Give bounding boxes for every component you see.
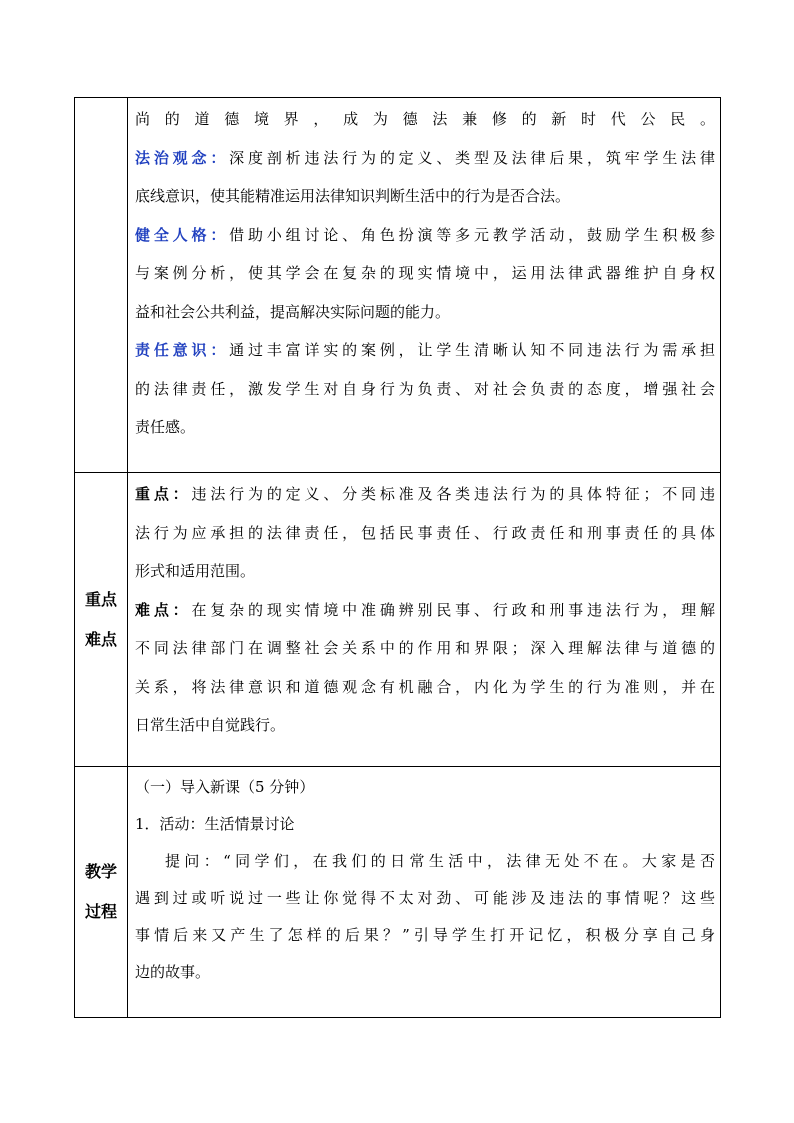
key-point-text: 在复杂的现实情境中准确辨别民事、行政和刑事违法行为，理解 — [191, 600, 715, 619]
key-point-heading: 难点： — [135, 600, 192, 619]
teaching-process-label-cell — [75, 767, 128, 1018]
row-label: 难点 — [84, 629, 117, 649]
objective-heading: 健全人格： — [135, 225, 230, 244]
key-points-content — [128, 473, 721, 767]
text-line: 与案例分析，使其学会在复杂的现实情境中，运用法律武器维护自身权 — [135, 264, 715, 282]
text-line: 形式和适用范围。 — [135, 562, 256, 580]
objective-heading: 法治观念： — [135, 148, 230, 167]
objective-text: 通过丰富详实的案例，让学生清晰认知不同违法行为需承担 — [229, 341, 715, 359]
objective-rule-of-law — [135, 139, 715, 178]
objective-text: 深度剖析违法行为的定义、类型及法律后果，筑牢学生法律 — [229, 148, 715, 167]
activity-heading: 1．活动：生活情景讨论 — [135, 815, 295, 833]
text-line: 底线意识，使其能精准运用法律知识判断生活中的行为是否合法。 — [135, 187, 571, 205]
section-heading: （一）导入新课（5 分钟） — [135, 778, 315, 796]
objective-text: 借助小组讨论、角色扮演等多元教学活动，鼓励学生积极参 — [229, 225, 715, 244]
row-label: 重点 — [84, 589, 117, 609]
row-label: 过程 — [84, 902, 117, 921]
text-line: 事情后来又产生了怎样的后果？”引导学生打开记忆，积极分享自己身 — [135, 926, 715, 944]
key-points-row — [75, 473, 721, 767]
objective-responsibility — [135, 331, 715, 370]
objectives-content — [128, 98, 721, 473]
text-line: 法行为应承担的法律责任，包括民事责任、行政责任和刑事责任的具体 — [135, 523, 715, 542]
text-line: 责任感。 — [135, 418, 196, 436]
text-line: 遇到过或听说过一些让你觉得不太对劲、可能涉及违法的事情呢？这些 — [135, 889, 715, 907]
teaching-process-row — [75, 767, 721, 1018]
text-line: 提问：“同学们，在我们的日常生活中，法律无处不在。大家是否 — [165, 852, 715, 870]
objectives-row — [75, 98, 721, 473]
text-line: 日常生活中自觉践行。 — [135, 716, 286, 734]
objective-personality — [135, 216, 715, 255]
key-point-heading: 重点： — [135, 485, 192, 503]
key-point-difficulty — [135, 591, 715, 630]
objective-heading: 责任意识： — [135, 341, 230, 359]
objectives-label-cell — [75, 98, 128, 473]
row-label: 教学 — [84, 862, 117, 881]
lesson-plan-table — [74, 97, 721, 1018]
text-line: 的法律责任，激发学生对自身行为负责、对社会负责的态度，增强社会 — [135, 379, 715, 398]
key-points-label-cell — [75, 473, 128, 767]
key-point-focus — [135, 475, 715, 514]
teaching-process-content — [128, 767, 721, 1018]
text-line: 益和社会公共利益，提高解决实际问题的能力。 — [135, 302, 451, 321]
text-line: 尚的道德境界，成为德法兼修的新时代公民。 — [135, 110, 715, 128]
text-line: 不同法律部门在调整社会关系中的作用和界限；深入理解法律与道德的 — [135, 639, 715, 657]
text-line: 边的故事。 — [135, 963, 211, 981]
text-line: 关系，将法律意识和道德观念有机融合，内化为学生的行为准则，并在 — [135, 677, 715, 696]
key-point-text: 违法行为的定义、分类标准及各类违法行为的具体特征；不同违 — [191, 485, 715, 503]
